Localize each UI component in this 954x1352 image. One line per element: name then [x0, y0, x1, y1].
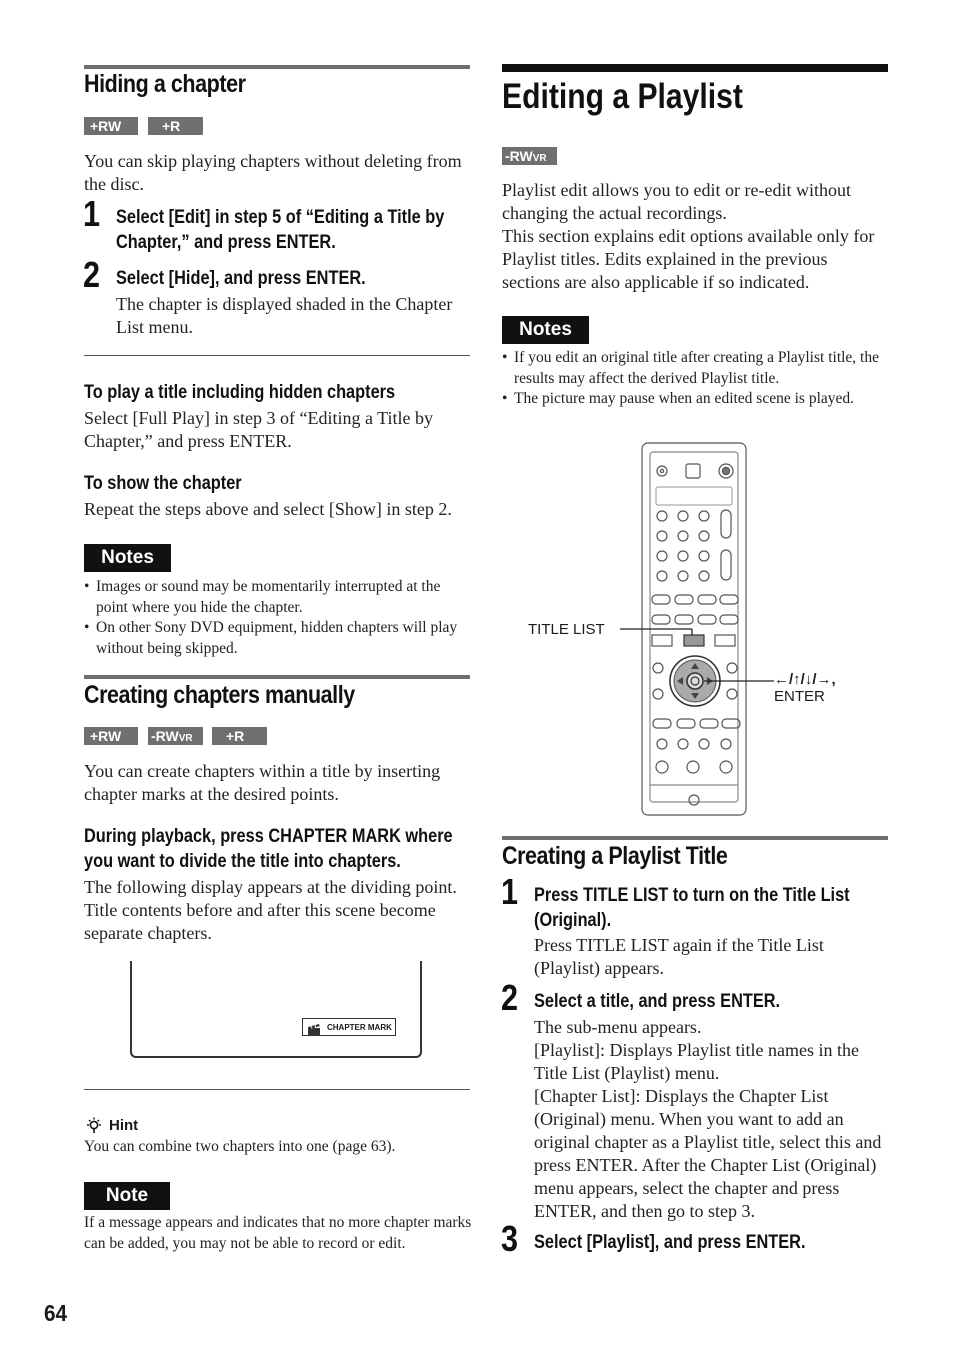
notes-label: Notes: [502, 316, 589, 344]
section-title-creating: Creating chapters manually: [84, 681, 355, 709]
divider: [84, 1089, 470, 1090]
step-heading: Press TITLE LIST to turn on the Title List: [534, 885, 850, 906]
hint-body: You can combine two chapters into one (page 63).: [84, 1138, 396, 1155]
notes-label: Notes: [84, 544, 171, 572]
step-number: 3: [501, 1218, 519, 1259]
creating-intro: You can create chapters within a title by inserting chapter marks at the desired points.: [84, 761, 441, 804]
play-hidden-body: Select [Full Play] in step 3 of “Editing a Title by Chapter,” and press ENTER.: [84, 408, 433, 451]
step-number: 1: [501, 871, 519, 912]
step-body: The sub-menu appears. [Playlist]: Displays Playlist title names in the Title List (Playlist) menu. [Chapter List]: Displays the Chapter List (Original) menu. When you want to add an original chapter as a Playlist title, select this and press ENTER. After the Chapter List (Original) menu appears, select the chapter and press ENTER, and then go to step 3.: [534, 1017, 882, 1221]
step-heading: (Original).: [534, 910, 612, 931]
lightbulb-icon: [86, 1117, 102, 1135]
badge-minus-rw-vr: -RWVR: [502, 147, 557, 165]
screen-illustration: [130, 961, 422, 1058]
note-label: Note: [84, 1182, 170, 1210]
subheading-show-chapter: To show the chapter: [84, 473, 242, 494]
title-rule: [502, 64, 888, 72]
chapter-mark-label: CHAPTER MARK: [327, 1023, 392, 1032]
note-item: • Images or sound may be momentarily interrupted at the point where you hide the chapter.: [84, 577, 472, 618]
show-chapter-body: Repeat the steps above and select [Show] in step 2.: [84, 499, 452, 519]
section-title-playlist: Creating a Playlist Title: [502, 842, 728, 870]
enter-label: ENTER: [774, 688, 825, 705]
hiding-intro: You can skip playing chapters without deleting from the disc.: [84, 151, 462, 194]
step-number: 1: [83, 193, 101, 234]
badge-plus-rw: +RW: [84, 727, 138, 745]
arrows-label: ←/↑/↓/→,: [774, 671, 836, 688]
badge-plus-r: +R: [148, 117, 203, 135]
title-list-label: TITLE LIST: [528, 621, 605, 638]
during-playback-heading: During playback, press CHAPTER MARK where: [84, 826, 453, 847]
page-number: 64: [44, 1300, 68, 1326]
subheading-play-hidden: To play a title including hidden chapters: [84, 382, 396, 403]
step-heading: Select a title, and press ENTER.: [534, 991, 781, 1012]
section-rule: [84, 65, 470, 69]
step-number: 2: [501, 977, 519, 1018]
step-body: The chapter is displayed shaded in the Chapter List menu.: [116, 294, 453, 337]
step-body: Press TITLE LIST again if the Title List (Playlist) appears.: [534, 935, 824, 978]
chapter-mark-indicator: [302, 1018, 396, 1036]
playlist-intro: Playlist edit allows you to edit or re-edit without changing the actual recordings. This section explains edit options available only for Playlist titles. Edits explained in the previous sections are also applicable if so indicated.: [502, 180, 875, 292]
note-item: • On other Sony DVD equipment, hidden chapters will play without being skipped.: [84, 618, 472, 659]
section-rule: [84, 675, 470, 679]
during-playback-body: The following display appears at the dividing point. Title contents before and after this scene become separate chapters.: [84, 877, 457, 943]
step-number: 2: [83, 254, 101, 295]
note-body: If a message appears and indicates that no more chapter marks can be added, you may not be able to record or edit.: [84, 1214, 472, 1252]
note-item: • The picture may pause when an edited scene is played.: [502, 389, 892, 410]
clapper-icon: [307, 1022, 321, 1033]
section-title-hiding: Hiding a chapter: [84, 70, 246, 98]
step-heading: Select [Edit] in step 5 of “Editing a Title by: [116, 207, 445, 228]
badge-minus-rw-vr: -RWVR: [148, 727, 203, 745]
step-heading: Chapter,” and press ENTER.: [116, 232, 336, 253]
step-heading: Select [Hide], and press ENTER.: [116, 268, 366, 289]
section-rule: [502, 836, 888, 840]
page-title: Editing a Playlist: [502, 77, 743, 116]
divider: [84, 355, 470, 356]
badge-plus-rw: +RW: [84, 117, 138, 135]
badge-plus-r: +R: [212, 727, 267, 745]
step-heading: Select [Playlist], and press ENTER.: [534, 1232, 806, 1253]
hint-label: Hint: [109, 1117, 139, 1134]
during-playback-heading: you want to divide the title into chapters.: [84, 851, 401, 872]
note-item: • If you edit an original title after creating a Playlist title, the results may affect the derived Playlist title.: [502, 348, 892, 389]
